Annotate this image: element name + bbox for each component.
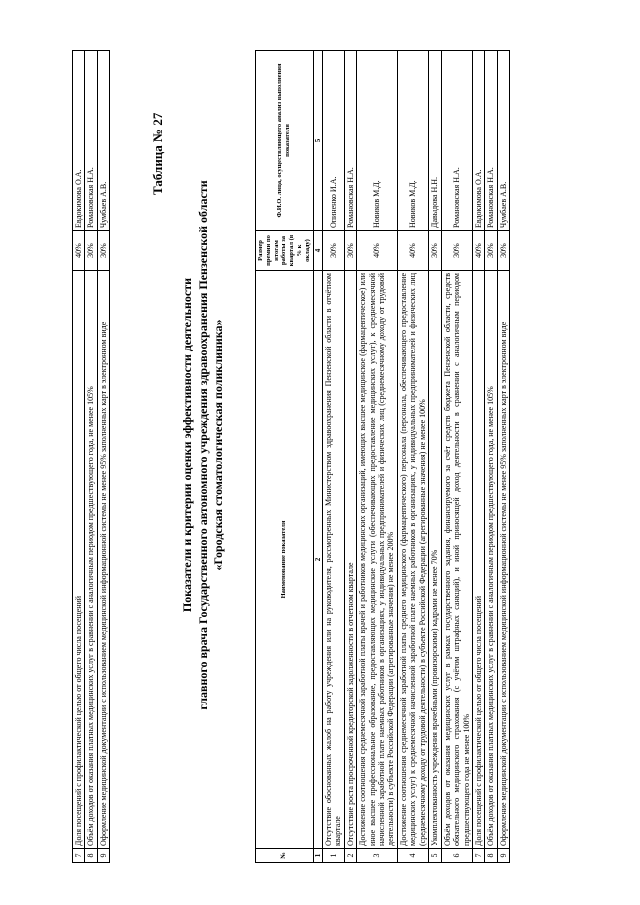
row-responsible-person: Чумбаев А.В.	[97, 51, 109, 231]
row-number: 2	[344, 849, 356, 863]
row-responsible-person: Евдокимова О.А.	[73, 51, 85, 231]
row-responsible-person: Давыдова Н.Н.	[429, 51, 441, 231]
row-responsible-person: Романовская Н.А.	[485, 51, 497, 231]
table-row	[397, 51, 428, 863]
row-responsible-person: Чумбаев А.В.	[497, 51, 509, 231]
row-indicator-text: Объём доходов от оказания платных медицинских услуг в сравнении с аналогичным периодом предшествующего года, не менее 105%	[485, 271, 497, 849]
row-number: 9	[97, 849, 109, 863]
indicators-table-header	[256, 51, 323, 863]
table-number: Таблица № 27	[150, 112, 165, 195]
row-indicator-text: Оформление медицинской документации с использованием медицинской информационной системы не менее 95% заполненных карт в электронном виде	[97, 271, 109, 849]
table-row	[497, 51, 509, 863]
col-index: 2	[313, 271, 322, 849]
col-index: 5	[313, 51, 322, 231]
row-indicator-text: Объём доходов от оказания медицинских услуг в рамках государственного задания, финансируемого за счёт средств бюджета Пензенской области, средств обязательного медицинского страхования (с учётом штрафных санкций), и иной приносящей доход деятельности в сравнении с аналогичным периодом предшествующего года не менее 100%	[441, 271, 472, 849]
row-number: 7	[73, 849, 85, 863]
row-bonus-percent: 30%	[97, 231, 109, 271]
table-row	[85, 51, 97, 863]
title-line-2: главного врача Государственного автономного учреждения здравоохранения Пензенской области	[195, 180, 210, 710]
table-row	[429, 51, 441, 863]
continued-table-body	[73, 51, 110, 863]
row-bonus-percent: 30%	[441, 231, 472, 271]
title-line-1: Показатели и критерии оценки эффективности деятельности	[180, 277, 194, 613]
col-index: 1	[313, 849, 322, 863]
row-indicator-text: Объём доходов от оказания платных медицинских услуг в сравнении с аналогичным периодом предшествующего года, не менее 105%	[85, 271, 97, 849]
row-indicator-text: Доля посещений с профилактической целью от общего числа посещений	[472, 271, 484, 849]
title-line-3: «Городская стоматологическая поликлиника»	[211, 319, 226, 571]
row-number: 5	[429, 849, 441, 863]
continued-table	[72, 50, 110, 863]
header-size: Размер премии по итогам работы за квартал (в % к окладу)	[256, 231, 314, 271]
row-number: 1	[322, 849, 344, 863]
row-indicator-text: Доля посещений с профилактической целью от общего числа посещений	[73, 271, 85, 849]
row-indicator-text: Укомплектованность учреждения врачебными (провизорскими) кадрами не менее 70%	[429, 271, 441, 849]
table-row	[344, 51, 356, 863]
row-responsible-person: Романовская Н.А.	[441, 51, 472, 231]
row-responsible-person: Новиков М.Д.	[397, 51, 428, 231]
table-row	[485, 51, 497, 863]
header-name: Наименование показателя	[256, 271, 314, 849]
row-bonus-percent: 40%	[472, 231, 484, 271]
header-num: №	[256, 849, 314, 863]
row-number: 3	[357, 849, 398, 863]
row-bonus-percent: 30%	[85, 231, 97, 271]
row-bonus-percent: 30%	[485, 231, 497, 271]
row-indicator-text: Достижение соотношения среднемесячной заработной платы врачей и работников медицинских организаций, имеющих высшее медицинское (фармацевтическое) или иное высшее профессиональное образование, предоставляющих медицинские услуги (обеспечивающих предоставление медицинских услуг), к среднемесячной начисленной заработной плате наемных работников в организациях, у индивидуальных предпринимателей и физических лиц (среднемесячному доходу от трудовой деятельности) в субъекте Российской Федерации (агрегированные значения) не менее 200%	[357, 271, 398, 849]
header-person: Ф.И.О. лица, осуществляющего анализ выполнения показателя	[256, 51, 314, 231]
table-row	[97, 51, 109, 863]
table-row	[322, 51, 344, 863]
row-bonus-percent: 40%	[73, 231, 85, 271]
row-indicator-text: Отсутствие роста просроченной кредиторской задолженности в отчетном квартале	[344, 271, 356, 849]
table-row	[357, 51, 398, 863]
row-number: 8	[85, 849, 97, 863]
row-responsible-person: Евдокимова О.А.	[472, 51, 484, 231]
table-row	[73, 51, 85, 863]
row-indicator-text: Оформление медицинской документации с использованием медицинской информационной системы не менее 95% заполненных карт в электронном виде	[497, 271, 509, 849]
row-number: 9	[497, 849, 509, 863]
row-bonus-percent: 30%	[497, 231, 509, 271]
row-bonus-percent: 40%	[397, 231, 428, 271]
row-responsible-person: Опиненко И.А.	[322, 51, 344, 231]
row-number: 4	[397, 849, 428, 863]
row-number: 8	[485, 849, 497, 863]
indicators-table-body	[322, 51, 509, 863]
indicators-table	[255, 50, 510, 863]
row-responsible-person: Новиков М.Д.	[357, 51, 398, 231]
col-index: 4	[313, 231, 322, 271]
row-bonus-percent: 30%	[322, 231, 344, 271]
row-number: 6	[441, 849, 472, 863]
row-bonus-percent: 30%	[344, 231, 356, 271]
row-indicator-text: Достижение соотношения среднемесячной заработной платы среднего медицинского (фармацевтического) персонала (персонала, обеспечивающего предоставление медицинских услуг) к среднемесячной начисленной заработной плате наемных работников в организациях, у индивидуальных предпринимателей и физических лиц (среднемесячному доходу от трудовой деятельности) в субъекте Российской Федерации (агрегированные значения) не менее 100%	[397, 271, 428, 849]
table-row	[441, 51, 472, 863]
table-title	[180, 85, 227, 805]
row-responsible-person: Романовская Н.А.	[344, 51, 356, 231]
row-responsible-person: Романовская Н.А.	[85, 51, 97, 231]
table-row	[472, 51, 484, 863]
row-number: 7	[472, 849, 484, 863]
row-bonus-percent: 40%	[357, 231, 398, 271]
row-indicator-text: Отсутствие обоснованных жалоб на работу учреждения или на руководителя, рассмотренных Министерством здравоохранения Пензенской области в отчётном квартале	[322, 271, 344, 849]
row-bonus-percent: 30%	[429, 231, 441, 271]
